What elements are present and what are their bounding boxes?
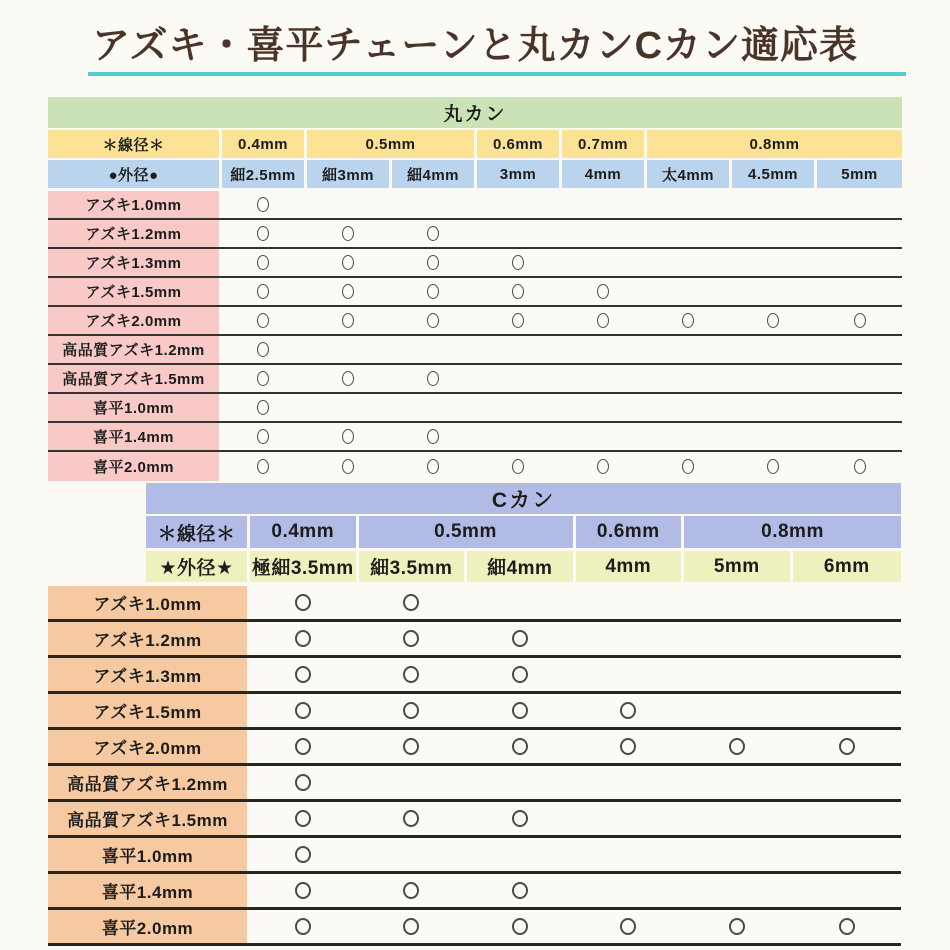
compatible-circle-icon — [257, 371, 269, 386]
compatible-circle-icon — [512, 702, 528, 719]
mark-cell-compatible — [359, 694, 468, 727]
mark-cell-empty — [793, 766, 902, 799]
mark-cell-compatible — [307, 365, 392, 392]
compatible-circle-icon — [295, 918, 311, 935]
mark-cell-compatible — [359, 802, 468, 835]
compatible-circle-icon — [257, 284, 269, 299]
mark-cell-empty — [793, 802, 902, 835]
mark-cell-compatible — [467, 874, 576, 907]
chain-row-label: アズキ1.5mm — [48, 278, 222, 305]
mark-cell-empty — [477, 336, 562, 363]
mark-cell-empty — [647, 394, 732, 421]
compatible-circle-icon — [295, 774, 311, 791]
mark-cell-empty — [647, 249, 732, 276]
marukan-table-title: 丸カン — [48, 97, 902, 128]
mark-cell-empty — [817, 423, 902, 450]
compatible-circle-icon — [854, 313, 866, 328]
mark-cell-empty — [817, 336, 902, 363]
compatible-circle-icon — [427, 226, 439, 241]
compatible-circle-icon — [597, 459, 609, 474]
compatible-circle-icon — [403, 702, 419, 719]
marukan-od-col-1: 細3mm — [307, 160, 392, 188]
compatible-circle-icon — [427, 313, 439, 328]
mark-cell-empty — [576, 622, 685, 655]
mark-cell-empty — [684, 838, 793, 871]
mark-cell-compatible — [647, 307, 732, 334]
chain-row-label: 喜平1.4mm — [48, 423, 222, 450]
marukan-row — [48, 191, 902, 220]
marukan-row — [48, 278, 902, 307]
compatible-circle-icon — [342, 255, 354, 270]
marukan-od-label: ●外径● — [48, 160, 222, 188]
title-block — [0, 24, 950, 70]
marukan-wire-col-2: 0.6mm — [477, 130, 562, 158]
mark-cell-empty — [684, 874, 793, 907]
ckan-table — [48, 483, 901, 946]
ckan-od-col-2: 細4mm — [467, 551, 576, 582]
mark-cell-empty — [359, 766, 468, 799]
mark-cell-empty — [793, 658, 902, 691]
mark-cell-empty — [562, 365, 647, 392]
mark-cell-empty — [817, 365, 902, 392]
compatible-circle-icon — [427, 459, 439, 474]
compatible-circle-icon — [403, 666, 419, 683]
marukan-od-col-0: 細2.5mm — [222, 160, 307, 188]
compatible-circle-icon — [839, 738, 855, 755]
compatible-circle-icon — [342, 459, 354, 474]
ckan-row — [48, 910, 901, 946]
marukan-row — [48, 365, 902, 394]
compatible-circle-icon — [403, 738, 419, 755]
mark-cell-empty — [817, 191, 902, 218]
marukan-wire-label: ＊線径＊ — [48, 130, 222, 158]
mark-cell-empty — [467, 586, 576, 619]
mark-cell-compatible — [222, 365, 307, 392]
marukan-od-col-2: 細4mm — [392, 160, 477, 188]
chain-row-label: アズキ1.5mm — [48, 694, 250, 727]
compatible-circle-icon — [512, 810, 528, 827]
marukan-od-col-4: 4mm — [562, 160, 647, 188]
mark-cell-empty — [576, 838, 685, 871]
mark-cell-empty — [477, 394, 562, 421]
mark-cell-compatible — [392, 220, 477, 247]
compatible-circle-icon — [682, 313, 694, 328]
mark-cell-empty — [793, 838, 902, 871]
mark-cell-compatible — [250, 802, 359, 835]
mark-cell-empty — [307, 191, 392, 218]
marukan-row — [48, 220, 902, 249]
mark-cell-empty — [467, 766, 576, 799]
mark-cell-empty — [793, 586, 902, 619]
mark-cell-compatible — [477, 249, 562, 276]
marukan-od-col-5: 太4mm — [647, 160, 732, 188]
chain-row-label: 喜平1.0mm — [48, 394, 222, 421]
mark-cell-compatible — [392, 365, 477, 392]
ckan-od-col-3: 4mm — [576, 551, 685, 582]
chain-row-label: 高品質アズキ1.2mm — [48, 336, 222, 363]
compatible-circle-icon — [257, 255, 269, 270]
mark-cell-empty — [576, 766, 685, 799]
mark-cell-empty — [562, 249, 647, 276]
compatible-circle-icon — [512, 313, 524, 328]
marukan-row — [48, 307, 902, 336]
mark-cell-compatible — [222, 423, 307, 450]
mark-cell-compatible — [467, 622, 576, 655]
mark-cell-compatible — [359, 730, 468, 763]
ckan-wire-row — [146, 516, 901, 548]
compatible-circle-icon — [342, 284, 354, 299]
mark-cell-compatible — [576, 910, 685, 943]
compatible-circle-icon — [427, 255, 439, 270]
marukan-wire-row — [48, 130, 902, 158]
ckan-od-col-0: 極細3.5mm — [250, 551, 359, 582]
compatible-circle-icon — [620, 738, 636, 755]
mark-cell-compatible — [222, 220, 307, 247]
mark-cell-compatible — [562, 452, 647, 481]
compatible-circle-icon — [257, 459, 269, 474]
mark-cell-compatible — [793, 910, 902, 943]
mark-cell-empty — [684, 694, 793, 727]
marukan-wire-col-1: 0.5mm — [307, 130, 477, 158]
compatible-circle-icon — [295, 594, 311, 611]
compatible-circle-icon — [427, 429, 439, 444]
marukan-wire-col-4: 0.8mm — [647, 130, 902, 158]
ckan-row — [48, 658, 901, 694]
mark-cell-empty — [732, 365, 817, 392]
mark-cell-compatible — [359, 874, 468, 907]
title-underline — [88, 72, 906, 76]
mark-cell-compatible — [222, 191, 307, 218]
mark-cell-empty — [793, 874, 902, 907]
mark-cell-compatible — [467, 802, 576, 835]
mark-cell-empty — [307, 336, 392, 363]
ckan-row — [48, 838, 901, 874]
compatible-circle-icon — [295, 702, 311, 719]
compatible-circle-icon — [342, 429, 354, 444]
compatible-circle-icon — [597, 284, 609, 299]
mark-cell-empty — [576, 586, 685, 619]
chain-row-label: アズキ1.0mm — [48, 586, 250, 619]
compatible-circle-icon — [767, 459, 779, 474]
mark-cell-compatible — [576, 694, 685, 727]
mark-cell-empty — [732, 394, 817, 421]
mark-cell-empty — [647, 423, 732, 450]
ckan-row — [48, 694, 901, 730]
mark-cell-empty — [793, 694, 902, 727]
mark-cell-compatible — [467, 658, 576, 691]
mark-cell-empty — [647, 191, 732, 218]
compatible-circle-icon — [427, 284, 439, 299]
ckan-wire-col-1: 0.5mm — [359, 516, 576, 548]
compatible-circle-icon — [512, 284, 524, 299]
mark-cell-empty — [359, 838, 468, 871]
mark-cell-empty — [562, 423, 647, 450]
mark-cell-empty — [562, 220, 647, 247]
mark-cell-empty — [647, 365, 732, 392]
mark-cell-empty — [576, 658, 685, 691]
marukan-row — [48, 452, 902, 481]
compatible-circle-icon — [512, 255, 524, 270]
mark-cell-compatible — [392, 452, 477, 481]
mark-cell-compatible — [250, 766, 359, 799]
ckan-row — [48, 730, 901, 766]
mark-cell-compatible — [732, 307, 817, 334]
ckan-od-label: ★外径★ — [146, 551, 250, 582]
mark-cell-compatible — [222, 307, 307, 334]
compatible-circle-icon — [342, 371, 354, 386]
mark-cell-compatible — [477, 278, 562, 305]
mark-cell-empty — [477, 423, 562, 450]
mark-cell-compatible — [250, 658, 359, 691]
compatible-circle-icon — [403, 594, 419, 611]
mark-cell-compatible — [684, 910, 793, 943]
chain-row-label: アズキ2.0mm — [48, 307, 222, 334]
mark-cell-empty — [647, 220, 732, 247]
compatible-circle-icon — [403, 882, 419, 899]
chain-row-label: 高品質アズキ1.5mm — [48, 802, 250, 835]
mark-cell-compatible — [222, 394, 307, 421]
mark-cell-compatible — [250, 910, 359, 943]
mark-cell-compatible — [359, 910, 468, 943]
mark-cell-compatible — [250, 586, 359, 619]
mark-cell-empty — [562, 394, 647, 421]
marukan-row — [48, 249, 902, 278]
compatible-circle-icon — [512, 459, 524, 474]
compatible-circle-icon — [257, 313, 269, 328]
mark-cell-compatible — [307, 249, 392, 276]
compatible-circle-icon — [729, 918, 745, 935]
compatible-circle-icon — [403, 810, 419, 827]
compatible-circle-icon — [512, 882, 528, 899]
compatible-circle-icon — [597, 313, 609, 328]
ckan-table-title: Cカン — [146, 483, 901, 514]
compatible-circle-icon — [403, 918, 419, 935]
marukan-table — [48, 97, 902, 481]
mark-cell-empty — [392, 336, 477, 363]
mark-cell-empty — [732, 336, 817, 363]
mark-cell-compatible — [222, 336, 307, 363]
compatible-circle-icon — [512, 738, 528, 755]
mark-cell-compatible — [359, 658, 468, 691]
compatible-circle-icon — [295, 666, 311, 683]
mark-cell-compatible — [250, 694, 359, 727]
ckan-row — [48, 874, 901, 910]
compatible-circle-icon — [342, 226, 354, 241]
compatible-circle-icon — [729, 738, 745, 755]
mark-cell-empty — [647, 278, 732, 305]
mark-cell-empty — [732, 191, 817, 218]
compatible-circle-icon — [295, 738, 311, 755]
mark-cell-compatible — [467, 694, 576, 727]
chain-row-label: アズキ1.2mm — [48, 622, 250, 655]
compatible-circle-icon — [342, 313, 354, 328]
mark-cell-compatible — [817, 452, 902, 481]
mark-cell-empty — [684, 658, 793, 691]
chain-row-label: 喜平1.0mm — [48, 838, 250, 871]
mark-cell-empty — [684, 622, 793, 655]
marukan-row — [48, 423, 902, 452]
mark-cell-compatible — [250, 838, 359, 871]
ckan-od-row — [146, 551, 901, 582]
mark-cell-empty — [817, 220, 902, 247]
compatible-circle-icon — [403, 630, 419, 647]
chain-row-label: アズキ1.2mm — [48, 220, 222, 247]
mark-cell-compatible — [222, 452, 307, 481]
compatible-circle-icon — [257, 226, 269, 241]
ckan-od-col-4: 5mm — [684, 551, 793, 582]
mark-cell-compatible — [467, 730, 576, 763]
mark-cell-empty — [732, 423, 817, 450]
mark-cell-compatible — [477, 307, 562, 334]
mark-cell-compatible — [250, 874, 359, 907]
compatible-circle-icon — [257, 429, 269, 444]
mark-cell-empty — [392, 394, 477, 421]
chain-row-label: 喜平2.0mm — [48, 452, 222, 481]
mark-cell-empty — [576, 802, 685, 835]
mark-cell-empty — [576, 874, 685, 907]
mark-cell-compatible — [392, 307, 477, 334]
chain-row-label: アズキ1.3mm — [48, 249, 222, 276]
mark-cell-compatible — [817, 307, 902, 334]
mark-cell-compatible — [359, 622, 468, 655]
ckan-row — [48, 802, 901, 838]
compatible-circle-icon — [767, 313, 779, 328]
mark-cell-compatible — [647, 452, 732, 481]
mark-cell-empty — [467, 838, 576, 871]
mark-cell-compatible — [307, 452, 392, 481]
mark-cell-compatible — [477, 452, 562, 481]
mark-cell-compatible — [562, 278, 647, 305]
mark-cell-empty — [817, 394, 902, 421]
ckan-wire-col-0: 0.4mm — [250, 516, 359, 548]
marukan-row — [48, 394, 902, 423]
mark-cell-empty — [562, 191, 647, 218]
mark-cell-empty — [307, 394, 392, 421]
marukan-od-col-6: 4.5mm — [732, 160, 817, 188]
mark-cell-compatible — [250, 730, 359, 763]
marukan-wire-col-0: 0.4mm — [222, 130, 307, 158]
mark-cell-empty — [817, 278, 902, 305]
mark-cell-empty — [684, 766, 793, 799]
mark-cell-compatible — [392, 423, 477, 450]
mark-cell-compatible — [222, 278, 307, 305]
marukan-row — [48, 336, 902, 365]
marukan-od-col-3: 3mm — [477, 160, 562, 188]
marukan-wire-col-3: 0.7mm — [562, 130, 647, 158]
mark-cell-empty — [732, 220, 817, 247]
page-title: アズキ・喜平チェーンと丸カンCカン適応表 — [91, 25, 859, 67]
compatible-circle-icon — [295, 882, 311, 899]
compatible-circle-icon — [512, 918, 528, 935]
mark-cell-empty — [684, 802, 793, 835]
mark-cell-compatible — [307, 307, 392, 334]
mark-cell-empty — [732, 278, 817, 305]
mark-cell-compatible — [392, 278, 477, 305]
compatible-circle-icon — [620, 918, 636, 935]
mark-cell-compatible — [732, 452, 817, 481]
chain-row-label: アズキ1.0mm — [48, 191, 222, 218]
ckan-row — [48, 586, 901, 622]
mark-cell-compatible — [307, 278, 392, 305]
compatible-circle-icon — [257, 342, 269, 357]
chain-row-label: 喜平1.4mm — [48, 874, 250, 907]
mark-cell-compatible — [222, 249, 307, 276]
compatible-circle-icon — [295, 630, 311, 647]
mark-cell-empty — [793, 622, 902, 655]
mark-cell-compatible — [250, 622, 359, 655]
marukan-od-row — [48, 160, 902, 188]
mark-cell-empty — [647, 336, 732, 363]
mark-cell-compatible — [467, 910, 576, 943]
mark-cell-compatible — [684, 730, 793, 763]
compatible-circle-icon — [512, 666, 528, 683]
compatible-circle-icon — [427, 371, 439, 386]
compatible-circle-icon — [682, 459, 694, 474]
ckan-wire-col-3: 0.8mm — [684, 516, 901, 548]
marukan-od-col-7: 5mm — [817, 160, 902, 188]
compatible-circle-icon — [620, 702, 636, 719]
ckan-od-col-1: 細3.5mm — [359, 551, 468, 582]
chain-row-label: 高品質アズキ1.2mm — [48, 766, 250, 799]
mark-cell-empty — [477, 220, 562, 247]
mark-cell-compatible — [392, 249, 477, 276]
mark-cell-empty — [684, 586, 793, 619]
mark-cell-compatible — [359, 586, 468, 619]
compatible-circle-icon — [854, 459, 866, 474]
ckan-od-col-5: 6mm — [793, 551, 902, 582]
compatible-circle-icon — [295, 810, 311, 827]
chain-row-label: アズキ2.0mm — [48, 730, 250, 763]
mark-cell-empty — [817, 249, 902, 276]
chain-row-label: 高品質アズキ1.5mm — [48, 365, 222, 392]
mark-cell-compatible — [793, 730, 902, 763]
compatible-circle-icon — [257, 197, 269, 212]
mark-cell-empty — [477, 191, 562, 218]
compatible-circle-icon — [295, 846, 311, 863]
ckan-wire-label: ＊線径＊ — [146, 516, 250, 548]
mark-cell-empty — [732, 249, 817, 276]
mark-cell-empty — [392, 191, 477, 218]
mark-cell-empty — [562, 336, 647, 363]
mark-cell-compatible — [307, 220, 392, 247]
chain-row-label: 喜平2.0mm — [48, 910, 250, 943]
mark-cell-compatible — [576, 730, 685, 763]
mark-cell-compatible — [307, 423, 392, 450]
ckan-row — [48, 766, 901, 802]
mark-cell-compatible — [562, 307, 647, 334]
compatible-circle-icon — [512, 630, 528, 647]
ckan-wire-col-2: 0.6mm — [576, 516, 685, 548]
compatible-circle-icon — [257, 400, 269, 415]
compatible-circle-icon — [839, 918, 855, 935]
ckan-row — [48, 622, 901, 658]
mark-cell-empty — [477, 365, 562, 392]
chain-row-label: アズキ1.3mm — [48, 658, 250, 691]
